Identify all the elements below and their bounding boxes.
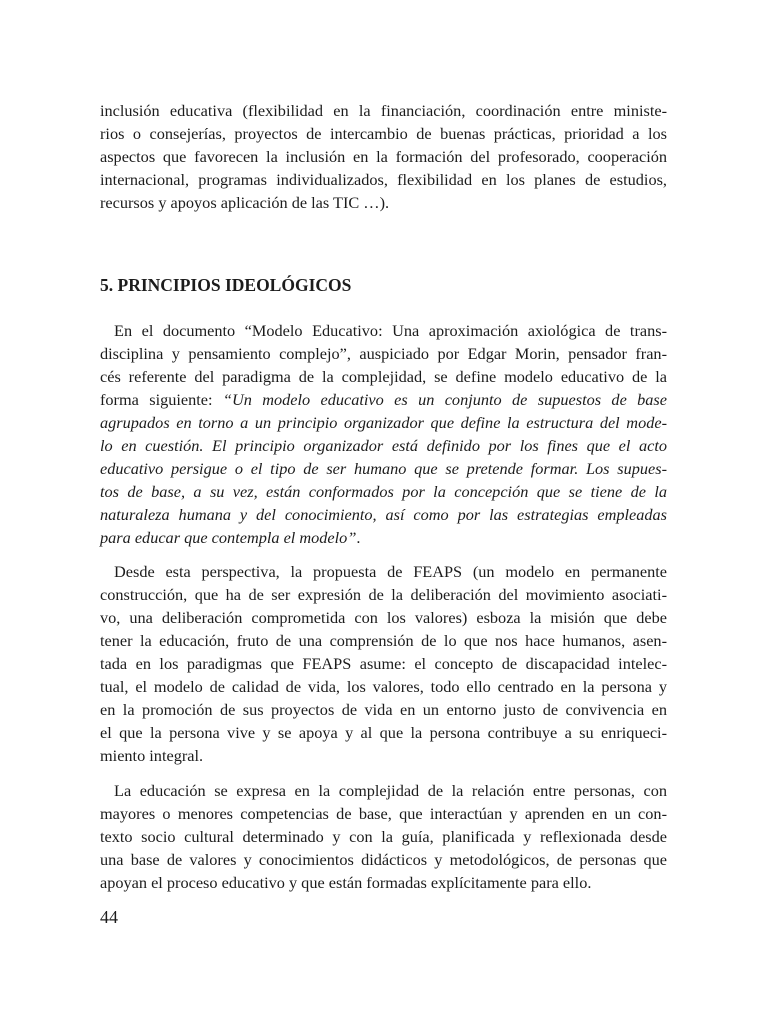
section-heading: 5. PRINCIPIOS IDEOLÓGICOS [100,275,352,295]
text-line: internacional, programas individualizados, flexibilidad en los planes de estudios, [100,170,667,189]
quote-line: educativo persigue o el tipo de ser humano que se pretende formar. Los supues- [100,459,667,478]
text-line: rios o consejerías, proyectos de intercambio de buenas prácticas, prioridad a los [100,124,667,143]
text-line: disciplina y pensamiento complejo”, auspiciado por Edgar Morin, pensador fran- [100,344,667,363]
quote-line: naturaleza humana y del conocimiento, así como por las estrategias empleadas [100,505,667,524]
text-line: Desde esta perspectiva, la propuesta de FEAPS (un modelo en permanente [114,562,667,581]
text-line: aspectos que favorecen la inclusión en la formación del profesorado, cooperación [100,147,667,166]
text-line: tual, el modelo de calidad de vida, los valores, todo ello centrado en la persona y [100,677,667,696]
text-line: La educación se expresa en la complejidad de la relación entre personas, con [114,781,667,800]
page-number: 44 [100,907,118,927]
text-line: en la promoción de sus proyectos de vida en un entorno justo de convivencia en [100,700,667,719]
text-line: mayores o menores competencias de base, que interactúan y aprenden en un con- [100,804,667,823]
text-line: vo, una deliberación comprometida con los valores) esboza la misión que debe [100,608,667,627]
text-line: En el documento “Modelo Educativo: Una aproximación axiológica de trans- [114,321,667,340]
text-line: apoyan el proceso educativo y que están formadas explícitamente para ello. [100,873,592,892]
plain-text: . [356,528,361,547]
text-line: tada en los paradigmas que FEAPS asume: el concepto de discapacidad intelec- [100,654,667,673]
text-line: una base de valores y conocimientos didácticos y metodológicos, de personas que [100,850,667,869]
quote-line: agrupados en torno a un principio organizador que define la estructura del mode- [100,413,667,432]
quote-line: lo en cuestión. El principio organizador está definido por los fines que el acto [100,436,667,455]
text-line: construcción, que ha de ser expresión de la deliberación del movimiento asociati- [100,585,667,604]
text-line [100,389,667,411]
quote-line: tos de base, a su vez, están conformados por la concepción que se tiene de la [100,482,667,501]
text-line: cés referente del paradigma de la complejidad, se define modelo educativo de la [100,367,667,386]
text-line: el que la persona vive y se apoya y al que la persona contribuye a su enriqueci- [100,723,667,742]
plain-text: forma siguiente: [100,390,223,409]
text-line: tener la educación, fruto de una comprensión de lo que nos hace humanos, asen- [100,631,667,650]
text-line: miento integral. [100,746,204,765]
quote-text: “Un modelo educativo es un conjunto de supuestos de base [222,390,667,409]
text-line: inclusión educativa (flexibilidad en la financiación, coordinación entre ministe- [100,101,667,120]
text-line: recursos y apoyos aplicación de las TIC …). [100,193,390,212]
quote-text: para educar que contempla el modelo” [100,528,357,547]
text-line: texto socio cultural determinado y con la guía, planificada y reflexionada desde [100,827,667,846]
document-page [100,0,667,1024]
text-line [100,527,667,549]
